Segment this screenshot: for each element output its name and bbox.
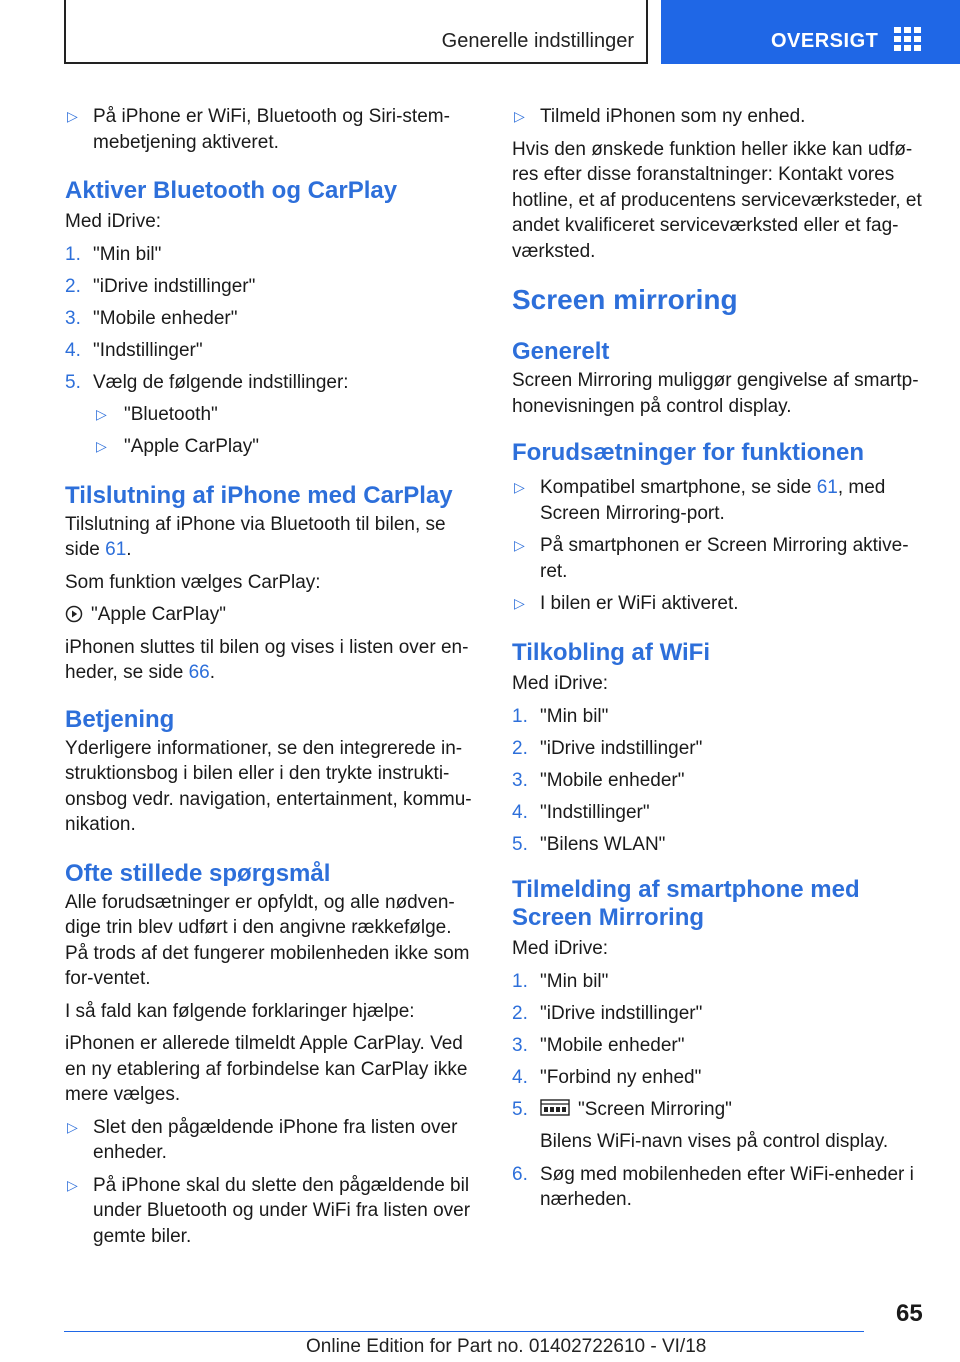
steps-list xyxy=(512,969,932,1091)
play-circle-icon xyxy=(65,605,83,623)
step-number: 5. xyxy=(65,371,81,393)
heading-connect-carplay: Tilslutning af iPhone med CarPlay xyxy=(65,481,453,509)
bullet-item: ▷ På iPhone skal du slette den pågældende bil under Bluetooth og under WiFi fra listen over gemte biler. xyxy=(67,1174,471,1247)
step-text: "iDrive indstillinger" xyxy=(540,738,703,759)
heading-register-smartphone: Tilmelding af smartphone med Screen Mirroring xyxy=(512,875,860,931)
page-link[interactable]: 61 xyxy=(816,477,838,498)
step-number: 4. xyxy=(512,1067,528,1088)
bullet-item: ▷ Tilmeld iPhonen som ny enhed. xyxy=(512,104,932,130)
step-text: "Indstillinger" xyxy=(93,339,203,361)
sub-bullet-item: ▷ "Bluetooth" xyxy=(65,402,478,428)
header-section-box xyxy=(64,0,648,64)
step-item xyxy=(65,242,478,268)
overview-label: OVERSIGT xyxy=(771,30,879,52)
step-number: 3. xyxy=(65,307,81,329)
med-idrive-label: Med iDrive: xyxy=(512,937,609,959)
overview-button[interactable] xyxy=(661,0,960,64)
step-item xyxy=(512,1033,932,1059)
heading-general: Generelt xyxy=(512,338,610,365)
footer-edition: Online Edition for Part no. 01402722610 - VI/18 xyxy=(306,1336,707,1357)
step-item: 6. Søg med mobilenheden efter WiFi-enheder i nærheden. xyxy=(512,1163,914,1210)
step-item xyxy=(65,338,478,364)
med-idrive-label: Med iDrive: xyxy=(65,211,162,232)
heading-screen-mirroring: Screen mirroring xyxy=(512,284,738,315)
heading-prerequisites: Forudsætninger for funktionen xyxy=(512,439,864,466)
triangle-bullet-icon: ▷ xyxy=(96,438,107,454)
step-item xyxy=(512,768,932,794)
bullet-item: ▷ På smartphonen er Screen Mirroring aktive-ret. xyxy=(514,535,909,582)
step-text: "Mobile enheder" xyxy=(540,770,685,791)
triangle-bullet-icon: ▷ xyxy=(67,1176,78,1193)
triangle-bullet-icon: ▷ xyxy=(96,405,107,422)
step-number: 1. xyxy=(512,971,528,992)
page-number: 65 xyxy=(896,1300,923,1327)
right-column xyxy=(512,104,932,1219)
steps-list xyxy=(512,704,932,858)
paragraph: Alle forudsætninger er opfyldt, og alle nødven-dige trin blev udført i den angivne rækkefølge. På trods af det fungerer mobilenheden ikke som for-ventet. xyxy=(65,891,470,989)
heading-connect-wifi: Tilkobling af WiFi xyxy=(512,638,710,666)
step-text: Vælg de følgende indstillinger: xyxy=(93,371,349,393)
step-text: "Bilens WLAN" xyxy=(540,834,666,855)
step-item xyxy=(512,800,932,826)
heading-operation: Betjening xyxy=(65,705,175,733)
step-item: 5. "Screen Mirroring" xyxy=(512,1097,932,1123)
bullet-item: ▷ På iPhone er WiFi, Bluetooth og Siri-stem-mebetjening aktiveret. xyxy=(67,106,450,153)
step-number: 5. xyxy=(512,834,528,855)
step-text: "iDrive indstillinger" xyxy=(540,1003,703,1024)
heading-activate-bluetooth: Aktiver Bluetooth og CarPlay xyxy=(65,177,398,204)
paragraph: Som funktion vælges CarPlay: xyxy=(65,571,321,593)
step-item xyxy=(65,274,478,300)
bullet-item: ▷ I bilen er WiFi aktiveret. xyxy=(512,591,932,617)
triangle-bullet-icon: ▷ xyxy=(67,1118,78,1135)
step-text: "Forbind ny enhed" xyxy=(540,1067,702,1088)
step-number: 5. xyxy=(512,1099,528,1120)
paragraph: Screen Mirroring muliggør gengivelse af smartp-honevisningen på control display. xyxy=(512,370,919,417)
steps-list xyxy=(65,242,478,396)
step-item xyxy=(512,969,932,995)
paragraph: Hvis den ønskede funktion heller ikke kan udfø-res efter disse foranstaltninger: Kontakt vores hotline, et af producentens serviceværksteder, et andet kvalificeret serviceværksted eller et fag-værksted. xyxy=(512,138,922,262)
triangle-bullet-icon: ▷ xyxy=(67,108,78,124)
step-item xyxy=(65,370,478,396)
step-number: 1. xyxy=(512,706,528,727)
paragraph: iPhonen sluttes til bilen og vises i listen over en-heder, se side 66. xyxy=(65,636,469,683)
step-number: 2. xyxy=(512,738,528,759)
heading-faq: Ofte stillede spørgsmål xyxy=(65,859,331,887)
bullet-item: ▷ Slet den pågældende iPhone fra listen over enheder. xyxy=(67,1116,458,1163)
footer-divider xyxy=(64,1331,864,1332)
left-column xyxy=(65,104,478,1256)
med-idrive-label: Med iDrive: xyxy=(512,672,609,694)
paragraph: iPhonen er allerede tilmeldt Apple CarPlay. Ved en ny etablering af forbindelse kan CarPlay ikke mere vælges. xyxy=(65,1033,468,1105)
step-item xyxy=(512,736,932,762)
step-text: "Mobile enheder" xyxy=(540,1035,685,1056)
step-number: 6. xyxy=(512,1163,528,1185)
step-text: "Min bil" xyxy=(93,243,162,265)
paragraph: Bilens WiFi-navn vises på control display. xyxy=(540,1131,889,1152)
step-text: "Min bil" xyxy=(540,971,609,992)
step-item xyxy=(512,1065,932,1091)
page-link[interactable]: 66 xyxy=(188,662,210,683)
step-text: "iDrive indstillinger" xyxy=(93,275,256,297)
step-text: "Mobile enheder" xyxy=(93,307,238,329)
header-section-title: Generelle indstillinger xyxy=(441,30,634,52)
paragraph: Yderligere informationer, se den integrerede in-struktionsbog i bilen eller i den trykte instrukti-onsbog vedr. navigation, entertainment, kommu-nikation. xyxy=(65,737,472,835)
step-item xyxy=(512,832,932,858)
triangle-bullet-icon: ▷ xyxy=(514,479,525,495)
carplay-menu-item: "Apple CarPlay" xyxy=(65,602,478,628)
step-text: "Min bil" xyxy=(540,706,609,727)
step-number: 2. xyxy=(65,275,81,297)
step-item xyxy=(512,1001,932,1027)
step-item xyxy=(65,306,478,332)
step-number: 4. xyxy=(512,802,528,823)
screen-mirroring-icon xyxy=(540,1098,570,1118)
triangle-bullet-icon: ▷ xyxy=(514,108,525,124)
step-number: 3. xyxy=(512,1035,528,1056)
step-number: 1. xyxy=(65,243,81,265)
step-text: "Indstillinger" xyxy=(540,802,650,823)
sub-bullet-item: ▷ "Apple CarPlay" xyxy=(65,434,478,460)
triangle-bullet-icon: ▷ xyxy=(514,537,525,553)
page-link[interactable]: 61 xyxy=(105,539,127,560)
step-item xyxy=(512,704,932,730)
grid-menu-icon xyxy=(894,27,922,53)
triangle-bullet-icon: ▷ xyxy=(514,595,525,611)
bullet-item: ▷ Kompatibel smartphone, se side 61, med Screen Mirroring-port. xyxy=(514,477,886,524)
step-number: 2. xyxy=(512,1003,528,1024)
paragraph: I så fald kan følgende forklaringer hjælpe: xyxy=(65,1000,415,1022)
step-number: 4. xyxy=(65,339,81,361)
step-number: 3. xyxy=(512,770,528,791)
paragraph: Tilslutning af iPhone via Bluetooth til bilen, se side 61. xyxy=(65,513,446,560)
